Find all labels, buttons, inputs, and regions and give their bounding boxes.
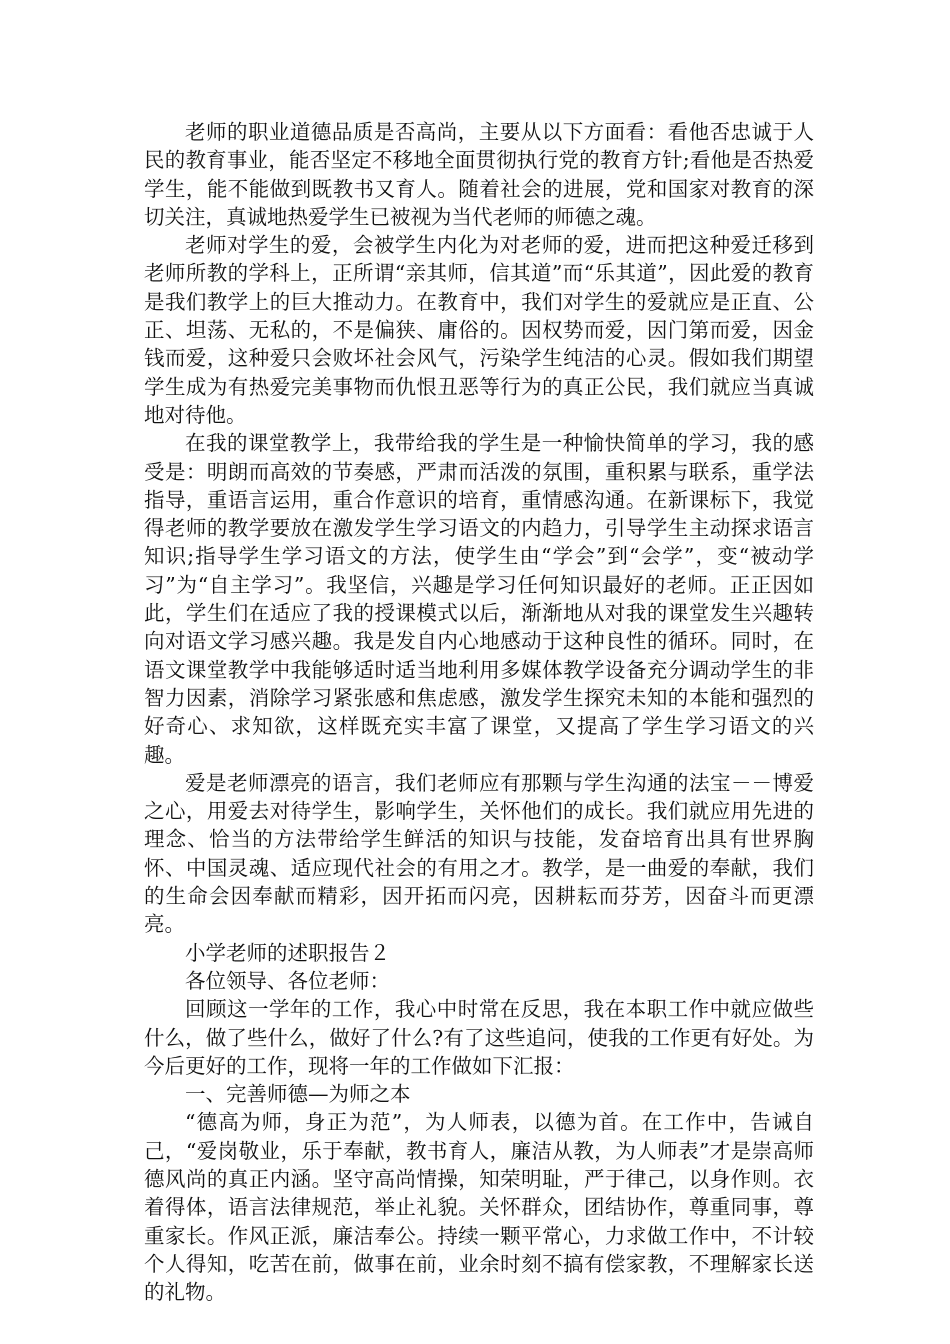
document-page (144, 118, 814, 1306)
paragraph-classroom-teaching: 在我的课堂教学上，我带给我的学生是一种愉快简单的学习，我的感受是：明朗而高效的节奏感，严肃而活泼的氛围，重积累与联系，重学法指导，重语言运用，重合作意识的培育，重情感沟通。在新课标下，我觉得老师的教学要放在激发学生学习语文的内趋力，引导学生主动探求语言知识;指导学生学习语文的方法，使学生由“学会”到“会学”，变“被动学习”为“自主学习”。我坚信，兴趣是学习任何知识最好的老师。正正因如此，学生们在适应了我的授课模式以后，渐渐地从对我的课堂发生兴趣转向对语文学习感兴趣。我是发自内心地感动于这种良性的循环。同时，在语文课堂教学中我能够适时适当地利用多媒体教学设备充分调动学生的非智力因素，消除学习紧张感和焦虑感，激发学生探究未知的本能和强烈的好奇心、求知欲，这样既充实丰富了课堂，又提高了学生学习语文的兴趣。 (144, 431, 814, 767)
paragraph-virtue: “德高为师，身正为范”，为人师表，以德为首。在工作中，告诫自己，“爱岗敬业，乐于奉献，教书育人，廉洁从教，为人师表”才是崇高师德风尚的真正内涵。坚守高尚情操，知荣明耻，严于律己，以身作则。衣着得体，语言法律规范，举止礼貌。关怀群众，团结协作，尊重同事，尊重家长。作风正派，廉洁奉公。持续一颗平常心，力求做工作中，不计较个人得知，吃苦在前，做事在前，业余时刻不搞有偿家教，不理解家长送的礼物。 (144, 1110, 814, 1305)
salutation: 各位领导、各位老师： (185, 968, 390, 993)
paragraph-teacher-ethics: 老师的职业道德品质是否高尚，主要从以下方面看：看他否忠诚于人民的教育事业，能否坚定不移地全面贯彻执行党的教育方针;看他是否热爱学生，能不能做到既教书又育人。随着社会的进展，党和国家对教育的深切关注，真诚地热爱学生已被视为当代老师的师德之魂。 (144, 120, 814, 229)
report-title: 小学老师的述职报告２ (185, 940, 390, 965)
section-heading-ethics: 一、完善师德—为师之本 (185, 1082, 411, 1107)
paragraph-review: 回顾这一学年的工作，我心中时常在反思，我在本职工作中就应做些什么，做了些什么，做好了什么?有了这些追问，使我的工作更有好处。为今后更好的工作，现将一年的工作做如下汇报： (144, 997, 814, 1078)
paragraph-love-for-students: 老师对学生的爱，会被学生内化为对老师的爱，进而把这种爱迁移到老师所教的学科上，正所谓“亲其师，信其道”而“乐其道”，因此爱的教育是我们教学上的巨大推动力。在教育中，我们对学生的爱就应是正直、公正、坦荡、无私的，不是偏狭、庸俗的。因权势而爱，因门第而爱，因金钱而爱，这种爱只会败坏社会风气，污染学生纯洁的心灵。假如我们期望学生成为有热爱完美事物而仇恨丑恶等行为的真正公民，我们就应当真诚地对待他。 (144, 233, 814, 427)
paragraph-love-language: 爱是老师漂亮的语言，我们老师应有那颗与学生沟通的法宝－－博爱之心，用爱去对待学生，影响学生，关怀他们的成长。我们就应用先进的理念、恰当的方法带给学生鲜活的知识与技能，发奋培育出具有世界胸怀、中国灵魂、适应现代社会的有用之才。教学，是一曲爱的奉献，我们的生命会因奉献而精彩，因开拓而闪亮，因耕耘而芬芳，因奋斗而更漂亮。 (144, 770, 814, 937)
